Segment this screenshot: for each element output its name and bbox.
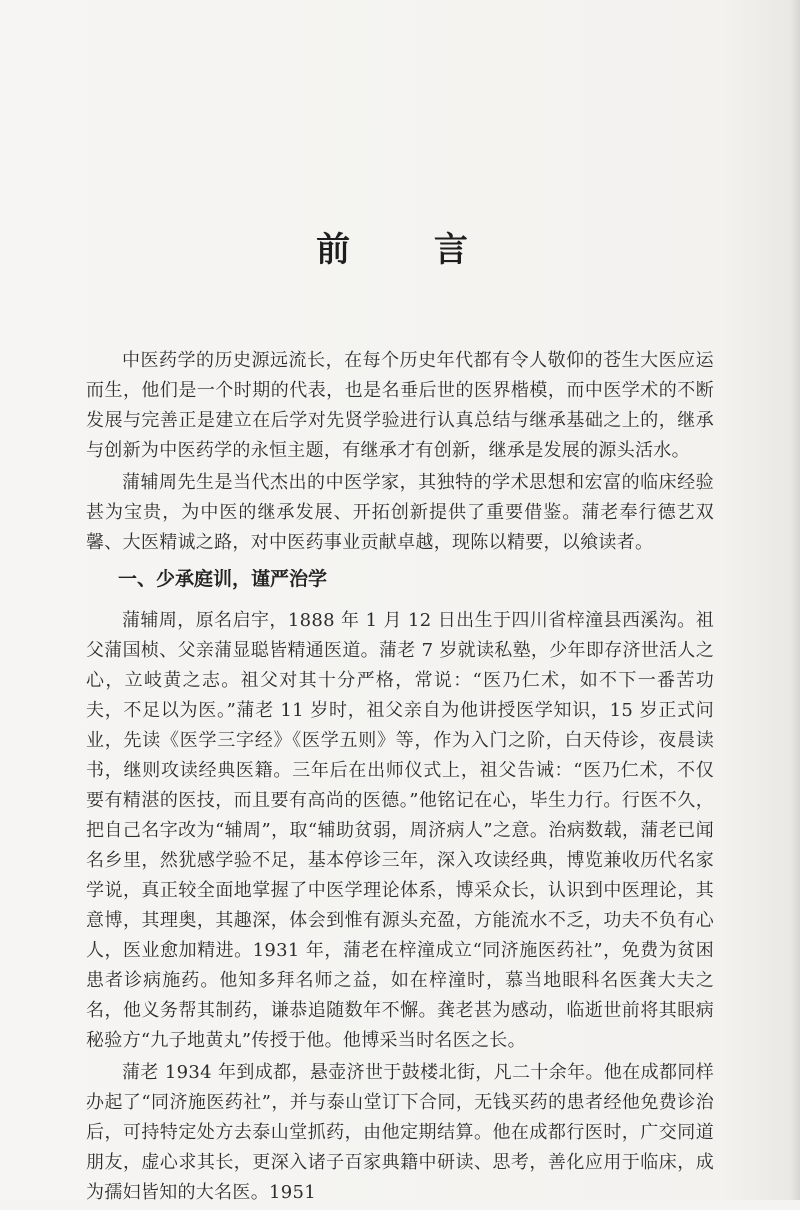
paragraph: 蒲老 1934 年到成都，悬壶济世于鼓楼北街，凡二十余年。他在成都同样办起了“同济施医药社”，并与泰山堂订下合同，无钱买药的患者经他免费诊治后，可持特定处方去泰山堂抓药，由他定期结算。他在成都行医时，广交同道朋友，虚心求其长，更深入诸子百家典籍中研读、思考，善化应用于临床，成为孺妇皆知的大名医。1951 <box>86 1062 714 1203</box>
paragraph: 蒲辅周先生是当代杰出的中医学家，其独特的学术思想和宏富的临床经验甚为宝贵，为中医的继承发展、开拓创新提供了重要借鉴。蒲老奉行德艺双馨、大医精诚之路，对中医药事业贡献卓越，现陈以精要，以飨读者。 <box>86 472 714 553</box>
page-edge-shadow <box>790 0 800 1200</box>
intro-text <box>86 346 714 560</box>
section-heading: 一、少承庭训，谨严治学 <box>118 568 328 590</box>
section-text <box>86 606 714 1210</box>
paragraph: 蒲辅周，原名启宇，1888 年 1 月 12 日出生于四川省梓潼县西溪沟。祖父蒲国桢、父亲蒲显聪皆精通医道。蒲老 7 岁就读私塾，少年即存济世活人之心，立岐黄之志。祖父对其十分严格，常说：“医乃仁术，如不下一番苦功夫，不足以为医。”蒲老 11 岁时，祖父亲自为他讲授医学知识，15 岁正式问业，先读《医学三字经》《医学五则》等，作为入门之阶，白天侍诊，夜晨读书，继则攻读经典医籍。三年后在出师仪式上，祖父告诫：“医乃仁术，不仅要有精湛的医技，而且要有高尚的医德。”他铭记在心，毕生力行。行医不久，把自己名字改为“辅周”，取“辅助贫弱，周济病人”之意。治病数载，蒲老已闻名乡里，然犹感学验不足，基本停诊三年，深入攻读经典，博览兼收历代名家学说，真正较全面地掌握了中医学理论体系，博采众长，认识到中医理论，其意博，其理奥，其趣深，体会到惟有源头充盈，方能流水不乏，功夫不负有心人，医业愈加精进。1931 年，蒲老在梓潼成立“同济施医药社”，免费为贫困患者诊病施药。他知多拜名师之益，如在梓潼时，慕当地眼科名医龚大夫之名，他义务帮其制药，谦恭追随数年不懈。龚老甚为感动，临逝世前将其眼病秘验方“九子地黄丸”传授于他。他博采当时名医之长。 <box>86 610 714 1051</box>
page-title: 前 言 <box>316 230 504 270</box>
paragraph: 中医药学的历史源远流长，在每个历史年代都有令人敬仰的苍生大医应运而生，他们是一个时期的代表，也是名垂后世的医界楷模，而中医学术的不断发展与完善正是建立在后学对先贤学验进行认真总结与继承基础之上的，继承与创新为中医药学的永恒主题，有继承才有创新，继承是发展的源头活水。 <box>86 350 714 461</box>
